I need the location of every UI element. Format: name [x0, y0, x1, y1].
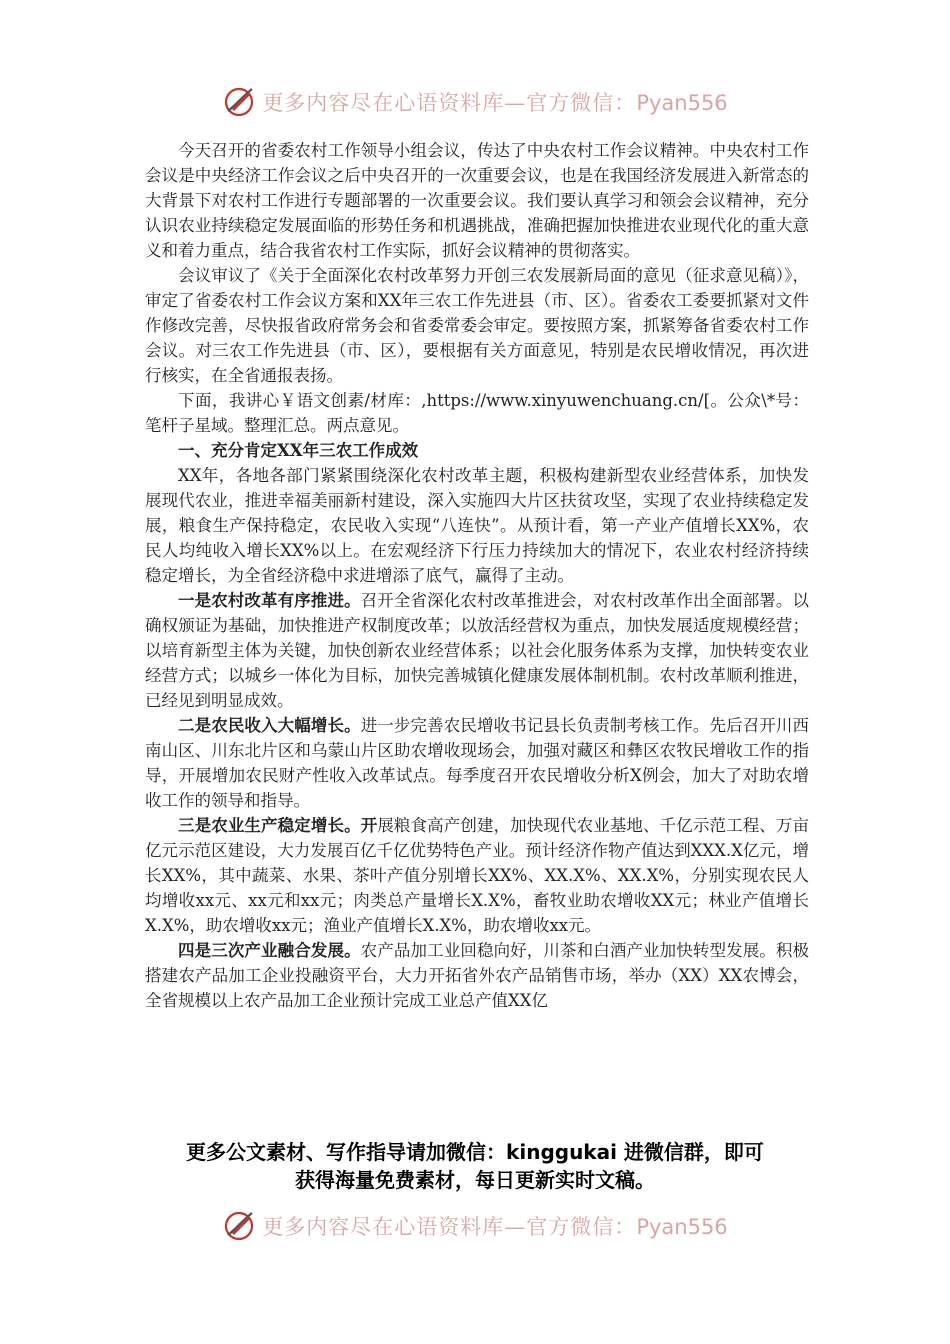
- banner-text: 更多内容尽在心语资料库—官方微信：Pyan556: [262, 91, 728, 115]
- banner-text: 更多内容尽在心语资料库—官方微信：Pyan556: [262, 1215, 728, 1239]
- paragraph: 四是三次产业融合发展。农产品加工业回稳向好，川茶和白酒产业加快转型发展。积极搭建农产品加工企业投融资平台，大力开拓省外农产品销售市场，举办（XX）XX农博会，全省规模以上农产品加工企业预计完成工业总产值XX亿: [145, 941, 810, 1010]
- wechat-id: Pyan556: [636, 91, 728, 115]
- section-heading: 一、充分肯定XX年三农工作成效: [178, 441, 419, 460]
- paragraph: 今天召开的省委农村工作领导小组会议，传达了中央农村工作会议精神。中央农村工作会议是中央经济工作会议之后中央召开的一次重要会议，也是在我国经济发展进入新常态的大背景下对农村工作进行专题部署的一次重要会议。我们要认真学习和领会会议精神，充分认识农业持续稳定发展面临的形势任务和机遇挑战，准确把握加快推进农业现代化的重大意义和着力重点，结合我省农村工作实际，抓好会议精神的贯彻落实。: [145, 141, 809, 260]
- pen-logo-icon: [222, 85, 256, 119]
- paragraph: 一是农村改革有序推进。召开全省深化农村改革推进会，对农村改革作出全面部署。以确权颁证为基础，加快推进产权制度改革；以放活经营权为重点，加快发展适度规模经营；以培育新型主体为关键，加快创新农业经营体系；以社会化服务体系为支撑，加快转变农业经营方式；以城乡一体化为目标，加快完善城镇化健康发展体制机制。农村改革顺利推进，已经见到明显成效。: [145, 591, 810, 710]
- paragraph-lead: 三是农业生产稳定增长。开: [178, 816, 378, 835]
- paragraph: 会议审议了《关于全面深化农村改革努力开创三农发展新局面的意见（征求意见稿）》，审定了省委农村工作会议方案和XX年三农工作先进县（市、区）。省委农工委要抓紧对文件作修改完善，尽快报省政府常务会和省委常委会审定。要按照方案，抓紧筹备省委农村工作会议。对三农工作先进县（市、区），要根据有关方面意见，特别是农民增收情况，再次进行核实，在全省通报表扬。: [145, 266, 809, 385]
- paragraph: 下面，我讲心￥语文创素/材库：,https://www.xinyuwenchuang.cn/[。公众\*号：笔杆子星域。整理汇总。两点意见。: [145, 391, 809, 435]
- paragraph-lead: 四是三次产业融合发展。: [178, 941, 361, 960]
- footer-banner: [0, 1206, 950, 1246]
- paragraph-lead: 二是农民收入大幅增长。: [178, 716, 361, 735]
- header-banner: [0, 82, 950, 122]
- pen-logo-icon: [222, 1209, 256, 1243]
- promo-line-2: 获得海量免费素材，每日更新实时文稿。: [295, 1168, 655, 1192]
- wechat-id: Pyan556: [636, 1215, 728, 1239]
- paragraph-lead: 一是农村改革有序推进。: [178, 591, 361, 610]
- paragraph: 二是农民收入大幅增长。进一步完善农民增收书记县长负责制考核工作。先后召开川西南山区、川东北片区和乌蒙山片区助农增收现场会，加强对藏区和彝区农牧民增收工作的指导，开展增加农民财产性收入改革试点。每季度召开农民增收分析X例会，加大了对助农增收工作的领导和指导。: [145, 716, 810, 810]
- promo-line-1: 更多公文素材、写作指导请加微信：kinggukai 进微信群，即可: [186, 1140, 764, 1164]
- document-body: [145, 138, 809, 1013]
- paragraph: 三是农业生产稳定增长。开展粮食高产创建，加快现代农业基地、千亿示范工程、万亩亿元示范区建设，大力发展百亿千亿优势特色产业。预计经济作物产值达到XXX.X亿元，增长XX%，其中蔬菜、水果、茶叶产值分别增长XX%、XX.X%、XX.X%，分别实现农民人均增收xx元、xx元和xx元；肉类总产量增长X.X%，畜牧业助农增收XX元；林业产值增长X.X%，助农增收xx元；渔业产值增长X.X%，助农增收xx元。: [145, 816, 810, 935]
- paragraph: XX年，各地各部门紧紧围绕深化农村改革主题，积极构建新型农业经营体系，加快发展现代农业，推进幸福美丽新村建设，深入实施四大片区扶贫攻坚，实现了农业持续稳定发展，粮食生产保持稳定，农民收入实现“八连快”。从预计看，第一产业产值增长XX%，农民人均纯收入增长XX%以上。在宏观经济下行压力持续加大的情况下，农业农村经济持续稳定增长，为全省经济稳中求进增添了底气，赢得了主动。: [145, 466, 809, 585]
- promo-text: [120, 1138, 830, 1194]
